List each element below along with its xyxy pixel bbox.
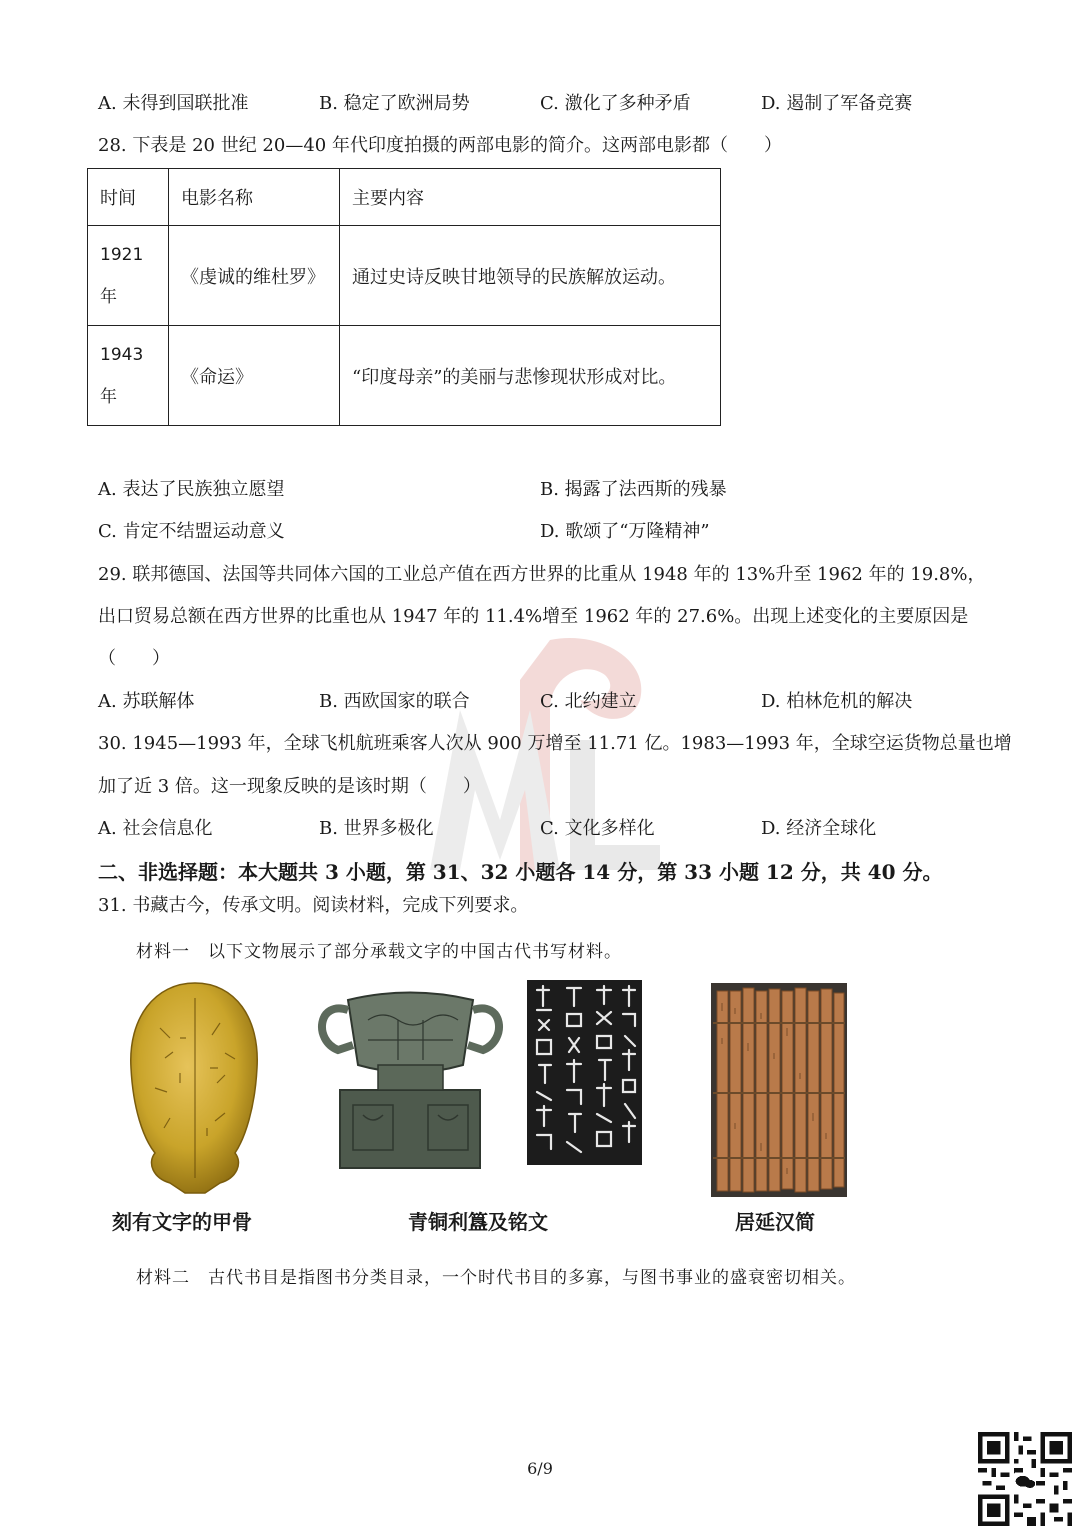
table-header-title: 电影名称 (169, 169, 340, 226)
table-cell-title: 《命运》 (169, 326, 340, 426)
q27-option-a: A. 未得到国联批准 (98, 93, 249, 114)
year-unit: 年 (100, 286, 117, 307)
q29-option-c: C. 北约建立 (540, 691, 637, 712)
q29-option-a: A. 苏联解体 (98, 691, 195, 712)
material-2: 材料二 古代书目是指图书分类目录，一个时代书目的多寡，与图书事业的盛衰密切相关。 (136, 1268, 856, 1288)
q27-option-b: B. 稳定了欧洲局势 (319, 93, 470, 114)
bronze-gui-image (308, 980, 513, 1170)
q30-stem-line2: 加了近 3 倍。这一现象反映的是该时期（ ） (98, 776, 481, 797)
table-cell-year (88, 326, 169, 426)
q28-stem: 28. 下表是 20 世纪 20—40 年代印度拍摄的两部电影的简介。这两部电影都（ ） (98, 135, 782, 156)
table-header-content: 主要内容 (340, 169, 721, 226)
q29-option-b: B. 西欧国家的联合 (319, 691, 470, 712)
bamboo-slips-image (711, 983, 847, 1197)
table-cell-content: “印度母亲”的美丽与悲惨现状形成对比。 (340, 326, 721, 426)
caption-bronze-gui: 青铜利簋及铭文 (408, 1210, 548, 1234)
q30-option-d: D. 经济全球化 (761, 818, 877, 839)
caption-bamboo-slips: 居延汉简 (735, 1210, 815, 1234)
film-table (87, 168, 721, 426)
q28-option-b: B. 揭露了法西斯的残暴 (540, 479, 727, 500)
table-header-row (88, 169, 721, 226)
year-unit: 年 (100, 386, 117, 407)
q29-stem-line3: （ ） (98, 648, 170, 669)
caption-oracle-bone: 刻有文字的甲骨 (112, 1210, 252, 1234)
q28-option-d: D. 歌颂了“万隆精神” (540, 521, 710, 542)
q30-stem-line1: 30. 1945—1993 年，全球飞机航班乘客人次从 900 万增至 11.71 亿。1983—1993 年，全球空运货物总量也增 (98, 733, 1012, 754)
table-cell-content: 通过史诗反映甘地领导的民族解放运动。 (340, 226, 721, 326)
watermark-logo (400, 620, 680, 890)
table-cell-year (88, 226, 169, 326)
q28-option-a: A. 表达了民族独立愿望 (98, 479, 285, 500)
year-number: 1921 (100, 244, 144, 265)
q27-option-d: D. 遏制了军备竞赛 (761, 93, 913, 114)
page-number: 6/9 (527, 1459, 553, 1478)
material-1: 材料一 以下文物展示了部分承载文字的中国古代书写材料。 (136, 942, 622, 962)
inscription-rubbing-image (527, 980, 642, 1165)
q29-option-d: D. 柏林危机的解决 (761, 691, 913, 712)
q28-option-c: C. 肯定不结盟运动意义 (98, 521, 285, 542)
table-row (88, 226, 721, 326)
q31-stem: 31. 书藏古今，传承文明。阅读材料，完成下列要求。 (98, 895, 529, 916)
q30-option-b: B. 世界多极化 (319, 818, 434, 839)
q29-stem-line2: 出口贸易总额在西方世界的比重也从 1947 年的 11.4%增至 1962 年的 27.6%。出现上述变化的主要原因是 (98, 606, 969, 627)
table-header-time: 时间 (88, 169, 169, 226)
table-row (88, 326, 721, 426)
q29-stem-line1: 29. 联邦德国、法国等共同体六国的工业总产值在西方世界的比重从 1948 年的 13%升至 1962 年的 19.8%， (98, 564, 986, 585)
table-cell-title: 《虔诚的维杜罗》 (169, 226, 340, 326)
q30-option-a: A. 社会信息化 (98, 818, 213, 839)
qr-code-icon (978, 1432, 1072, 1526)
oracle-bone-image (125, 978, 265, 1198)
q27-option-c: C. 激化了多种矛盾 (540, 93, 691, 114)
q30-option-c: C. 文化多样化 (540, 818, 655, 839)
section2-title: 二、非选择题：本大题共 3 小题，第 31、32 小题各 14 分，第 33 小题 12 分，共 40 分。 (98, 860, 943, 884)
year-number: 1943 (100, 344, 144, 365)
